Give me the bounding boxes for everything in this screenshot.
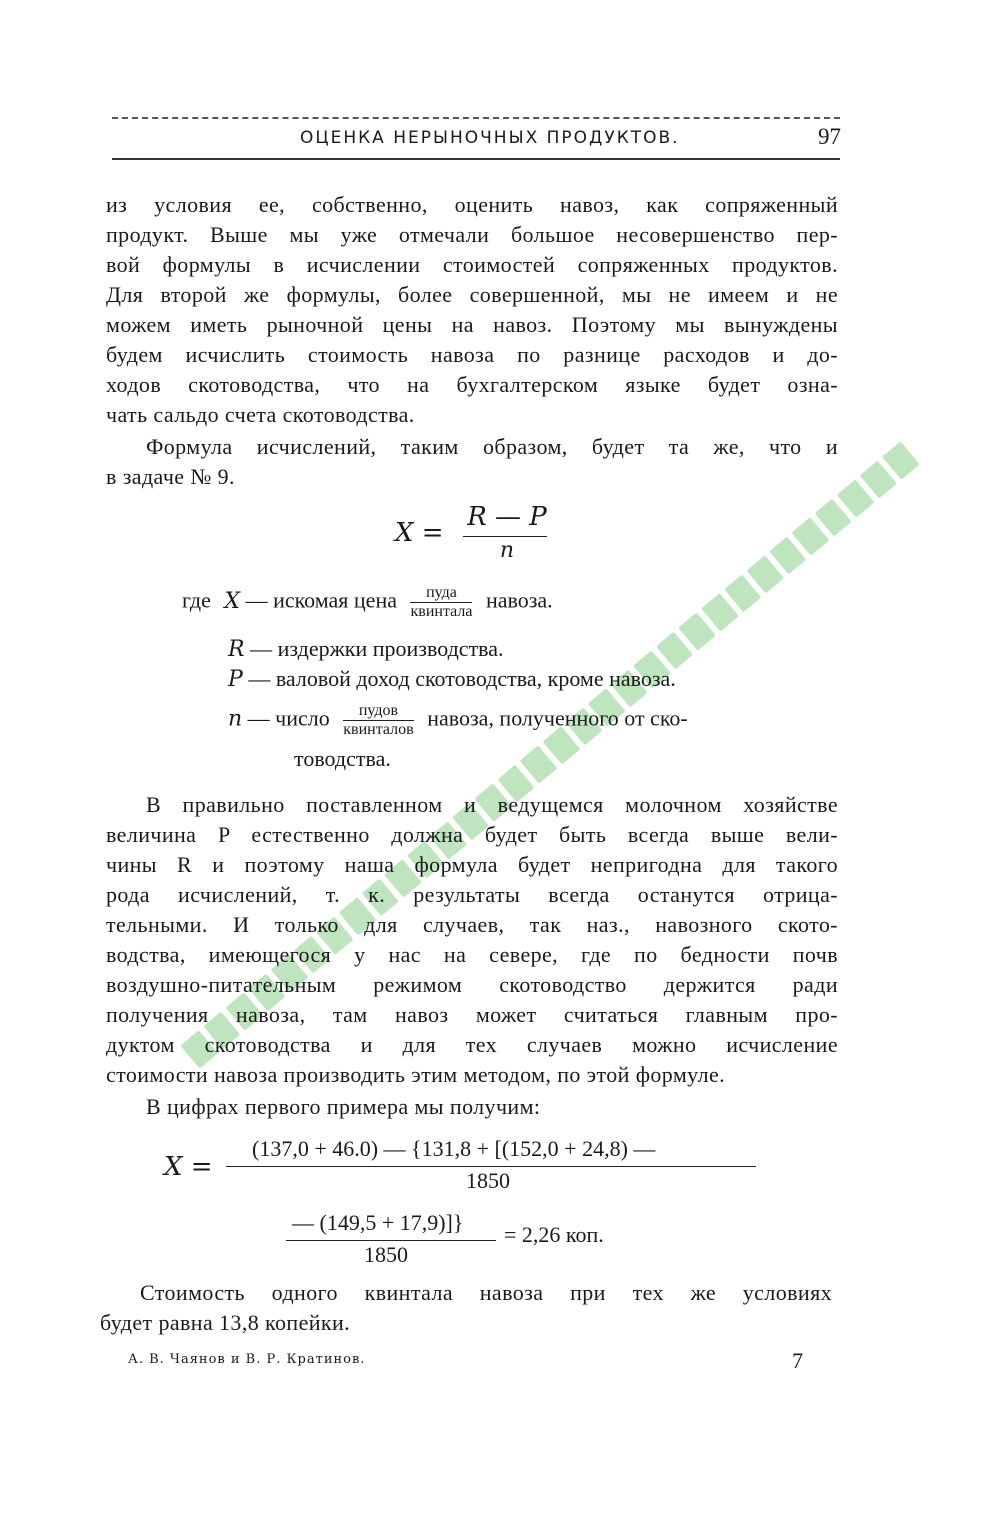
unit-numerator: пуда (410, 584, 472, 603)
text-line: величина P естественно должна будет быть всегда выше вели- (106, 822, 838, 847)
formula2-denominator-2: 1850 (364, 1242, 408, 1267)
text-line: вой формулы в исчислении стоимостей сопряженных продуктов. (106, 252, 838, 277)
paragraph-3 (106, 790, 838, 1090)
fraction-bar (226, 1166, 756, 1167)
legend-tail: товодства. (294, 746, 391, 771)
fraction-bar (286, 1240, 496, 1241)
text-line: В цифрах первого примера мы получим: (146, 1094, 541, 1119)
text-line: чины R и поэтому наша формула будет непригодна для такого (106, 852, 838, 877)
legend-tail: навоза, полученного от ско- (427, 705, 688, 731)
text-line: водства, имеющегося у нас на севере, где по бедности почв (106, 942, 838, 967)
legend-tail: навоза. (485, 587, 553, 613)
page-number: 97 (818, 124, 841, 149)
formula-numerator: R — P (467, 502, 547, 532)
signature-mark: 7 (792, 1348, 803, 1373)
formula-denominator: n (499, 538, 515, 563)
legend-text: — искомая цена (245, 587, 397, 613)
legend-p (228, 666, 676, 692)
text-line: будет равна 13,8 копейки. (100, 1310, 351, 1335)
unit-numerator: пудов (343, 702, 413, 721)
text-line: чать сальдо счета скотоводства. (106, 402, 415, 427)
text-line: в задаче № 9. (106, 464, 235, 489)
unit-denominator: квинтала (410, 603, 473, 620)
legend-n (228, 702, 688, 739)
text-line: из условия ее, собственно, оценить навоз, как сопряженный (106, 192, 838, 217)
legend-symbol: X (224, 588, 241, 614)
legend-text: — число (247, 705, 330, 731)
legend-text: — валовой доход скотоводства, кроме навоза. (248, 666, 676, 691)
legend-intro: где (182, 587, 211, 613)
formula2-numerator-2: — (149,5 + 17,9)]} (292, 1210, 464, 1235)
formula2-denominator-1: 1850 (466, 1168, 510, 1193)
paragraph-4 (106, 1092, 838, 1122)
formula2-result: = 2,26 коп. (504, 1222, 604, 1247)
formula2-lhs: X = (164, 1152, 213, 1182)
paragraph-1 (106, 190, 838, 430)
text-line: ходов скотоводства, что на бухгалтерском языке будет озна- (106, 372, 838, 397)
text-line: будем исчислить стоимость навоза по разнице расходов и до- (106, 342, 838, 367)
text-line: продукт. Выше мы уже отмечали большое несовершенство пер- (106, 222, 838, 247)
text-line: Формула исчислений, таким образом, будет та же, что и (146, 434, 838, 459)
legend-symbol: P (228, 667, 243, 692)
header-top-rule (112, 117, 840, 119)
legend-n-continued (294, 746, 391, 772)
text-line: воздушно-питательным режимом скотоводство держится ради (106, 972, 838, 997)
header-rule (112, 158, 840, 160)
text-line: рода исчислений, т. к. результаты всегда останутся отрица- (106, 882, 838, 907)
formula-lhs: X = (395, 518, 444, 548)
text-line: Для второй же формулы, более совершенной, мы не имеем и не (106, 282, 838, 307)
footer-authors: А. В. Чаянов и В. Р. Кратинов. (128, 1352, 366, 1367)
paragraph-5 (100, 1278, 832, 1338)
formula2-numerator-1: (137,0 + 46.0) — {131,8 + [(152,0 + 24,8) — (252, 1136, 656, 1161)
legend-x (182, 584, 553, 621)
running-title: ОЦЕНКА НЕРЫНОЧНЫХ ПРОДУКТОВ. (300, 128, 680, 148)
paragraph-2 (106, 432, 838, 492)
unit-fraction (410, 584, 472, 621)
text-line: получения навоза, там навоз может считаться главным про- (106, 1002, 838, 1027)
text-line: тельными. И только для случаев, так наз., навозного ското- (106, 912, 838, 937)
text-line: стоимости навоза производить этим методом, по этой формуле. (106, 1062, 726, 1087)
text-line: дуктом скотоводства и для тех случаев можно исчисление (106, 1032, 838, 1057)
text-line: В правильно поставленном и ведущемся молочном хозяйстве (146, 792, 838, 817)
legend-symbol: R (228, 637, 245, 662)
text-line: Стоимость одного квинтала навоза при тех же условиях (140, 1280, 832, 1305)
text-line: можем иметь рыночной цены на навоз. Поэтому мы вынуждены (106, 312, 838, 337)
unit-denominator: квинталов (343, 721, 414, 738)
legend-symbol: n (228, 706, 243, 732)
legend-text: — издержки производства. (250, 636, 504, 661)
legend-r (228, 636, 504, 662)
fraction-bar (463, 536, 547, 537)
unit-fraction (343, 702, 413, 739)
